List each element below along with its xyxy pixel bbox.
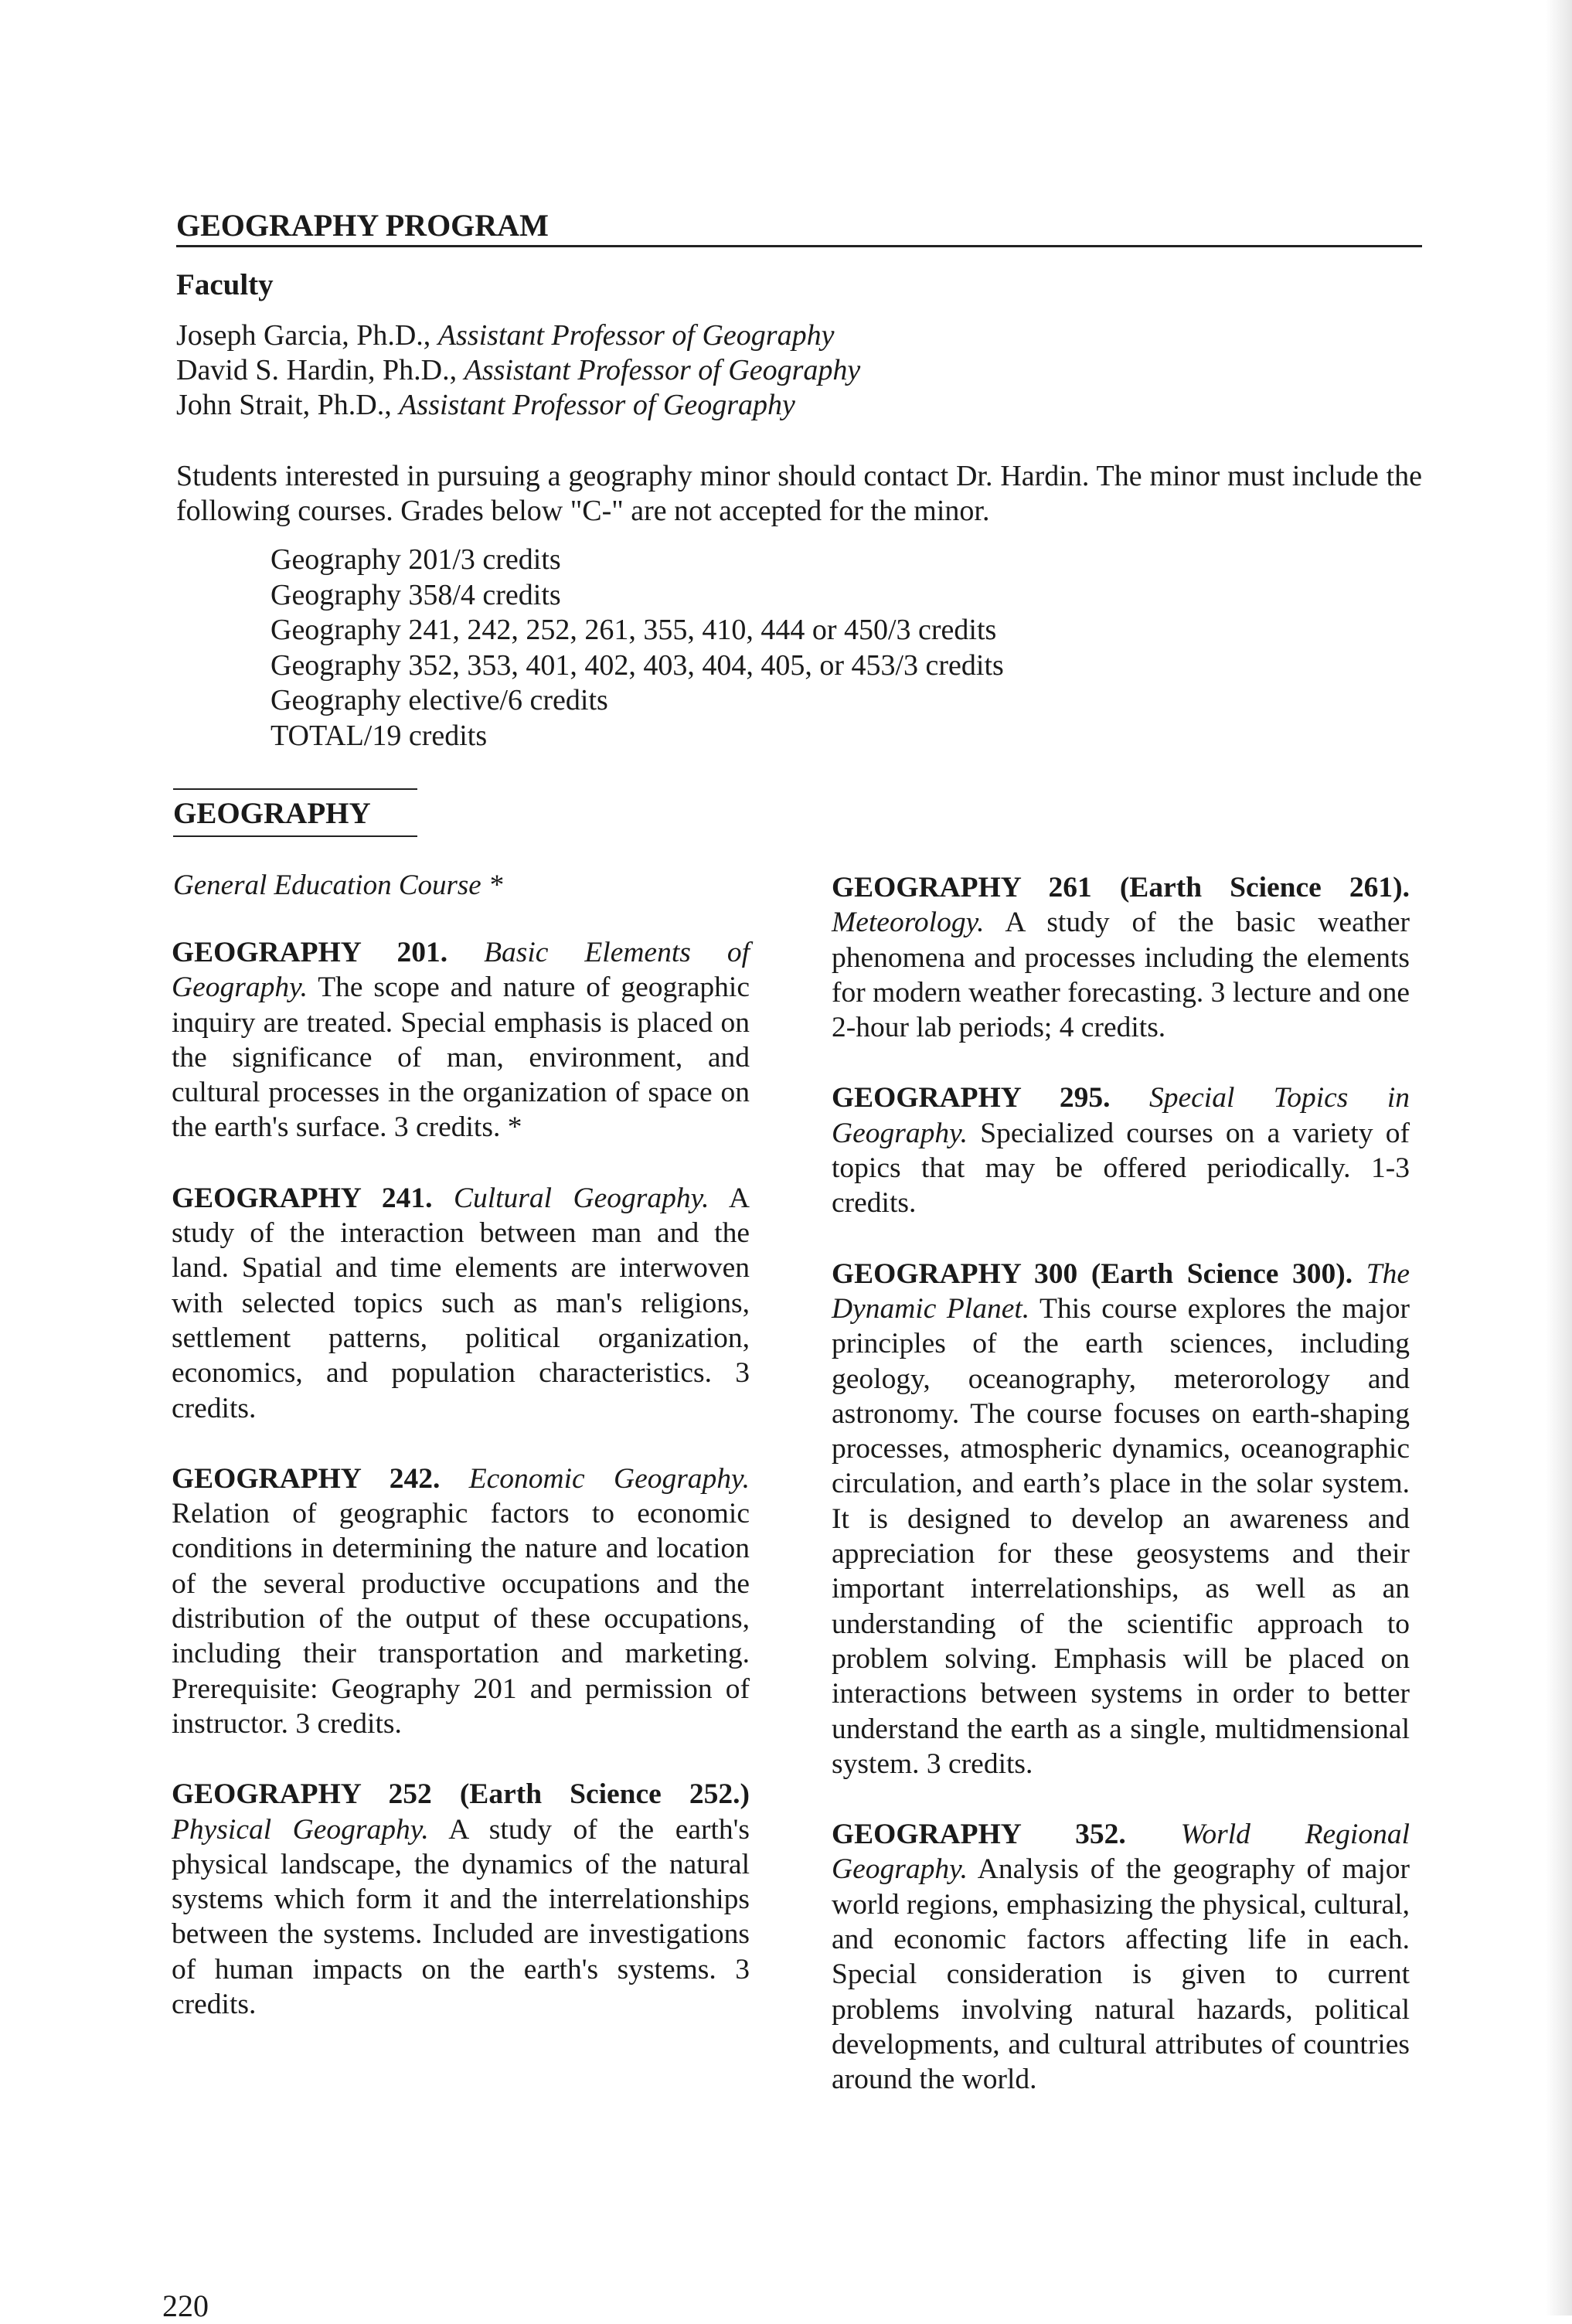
faculty-name: David S. Hardin, Ph.D.,	[176, 354, 464, 386]
course-name: Basic Elements of Geography.	[172, 937, 750, 1004]
faculty-member	[176, 388, 860, 423]
faculty-title: Assistant Professor of Geography	[437, 319, 835, 352]
section-heading: GEOGRAPHY	[173, 788, 417, 837]
course-entry	[832, 1080, 1410, 1220]
course-name: Economic Geography.	[468, 1462, 750, 1495]
course-description: Relation of geographic factors to economic conditions in determining the nature and location of the several productive occupations and the distribution of the output of these occupations, including their transportation and marketing. Prerequisite: Geography 201 and permission of instructor. 3 credits.	[172, 1498, 750, 1740]
course-name: Special Topics in Geography.	[832, 1082, 1410, 1149]
course-name: Cultural Geography.	[453, 1182, 709, 1214]
course-code: GEOGRAPHY 201.	[172, 937, 448, 968]
requirement-line: Geography 358/4 credits	[271, 578, 561, 611]
course-description: A study of the interaction between man and the land. Spatial and time elements are interwoven with selected topics such as man's religions, settlement patterns, political organization, economics, and population characteristics. 3 credits.	[172, 1182, 750, 1424]
faculty-member	[176, 353, 860, 388]
course-name: The Dynamic Planet.	[832, 1257, 1410, 1325]
page-edge-shadow	[1546, 0, 1572, 2315]
course-entry	[832, 1257, 1410, 1781]
faculty-title: Assistant Professor of Geography	[464, 354, 861, 386]
requirement-line: Geography elective/6 credits	[271, 684, 608, 716]
requirement-line: Geography 201/3 credits	[271, 543, 561, 576]
course-code: GEOGRAPHY 295.	[832, 1082, 1111, 1114]
minor-requirements	[271, 543, 1004, 754]
course-code: GEOGRAPHY 241.	[172, 1182, 433, 1214]
course-name: Physical Geography.	[172, 1813, 429, 1846]
course-code: GEOGRAPHY 242.	[172, 1462, 441, 1495]
course-entry	[172, 935, 750, 1145]
faculty-heading: Faculty	[176, 268, 274, 301]
requirement-line: Geography 352, 353, 401, 402, 403, 404, 405, or 453/3 credits	[271, 648, 1004, 682]
left-column	[172, 935, 750, 2057]
course-description: This course explores the major principles of the earth sciences, including geology, oceanography, meterorology and astronomy. The course focuses on earth-shaping processes, atmospheric dynamics, oceanographic circulation, and earth’s place in the solar system. It is designed to develop an awareness and appreciation for these geosystems and their important interrelationships, as well as an understanding of the scientific approach to problem solving. Emphasis will be placed on interactions between systems in order to better understand the earth as a single, multidmensional system. 3 credits.	[832, 1292, 1410, 1780]
course-entry	[832, 870, 1410, 1045]
gen-ed-note: General Education Course *	[173, 869, 503, 901]
course-description: The scope and nature of geographic inquiry are treated. Special emphasis is placed on the significance of man, environment, and cultural processes in the organization of space on the earth's surface. 3 credits. *	[172, 971, 750, 1144]
faculty-list	[176, 318, 860, 423]
course-description: Specialized courses on a variety of topics that may be offered periodically. 1-3 credits.	[832, 1117, 1410, 1220]
faculty-title: Assistant Professor of Geography	[399, 389, 795, 421]
course-description: A study of the earth's physical landscape, the dynamics of the natural systems which form it and the interrelationships between the systems. Included are investigations of human impacts on the earth's systems. 3 credits.	[172, 1813, 750, 2021]
faculty-name: Joseph Garcia, Ph.D.,	[176, 319, 438, 352]
course-entry	[172, 1181, 750, 1426]
course-name: Meteorology.	[832, 907, 985, 939]
minor-intro: Students interested in pursuing a geography minor should contact Dr. Hardin. The minor must include the following courses. Grades below "C-" are not accepted for the minor.	[176, 460, 1422, 527]
course-entry	[172, 1777, 750, 2022]
course-entry	[832, 1817, 1410, 2097]
course-code: GEOGRAPHY 352.	[832, 1819, 1126, 1851]
requirement-line: Geography 241, 242, 252, 261, 355, 410, 444 or 450/3 credits	[271, 614, 997, 646]
course-description: Analysis of the geography of major world regions, emphasizing the physical, cultural, and economic factors affecting life in each. Special consideration is given to current problems involving natural hazards, political developments, and cultural attributes of countries around the world.	[832, 1853, 1410, 2096]
page-number: 220	[162, 2288, 209, 2323]
course-code: GEOGRAPHY 300 (Earth Science 300).	[832, 1257, 1353, 1290]
course-code: GEOGRAPHY 261 (Earth Science 261).	[832, 872, 1410, 903]
course-code: GEOGRAPHY 252 (Earth Science 252.)	[172, 1778, 750, 1811]
course-description: A study of the basic weather phenomena and processes including the elements for modern weather forecasting. 3 lecture and one 2-hour lab periods; 4 credits.	[832, 907, 1410, 1044]
requirement-total: TOTAL/19 credits	[271, 719, 488, 752]
right-column	[832, 870, 1410, 2133]
course-name: World Regional Geography.	[832, 1819, 1410, 1886]
faculty-name: John Strait, Ph.D.,	[176, 389, 400, 421]
program-heading: GEOGRAPHY PROGRAM	[176, 207, 1422, 247]
course-entry	[172, 1461, 750, 1741]
faculty-member	[176, 318, 860, 353]
